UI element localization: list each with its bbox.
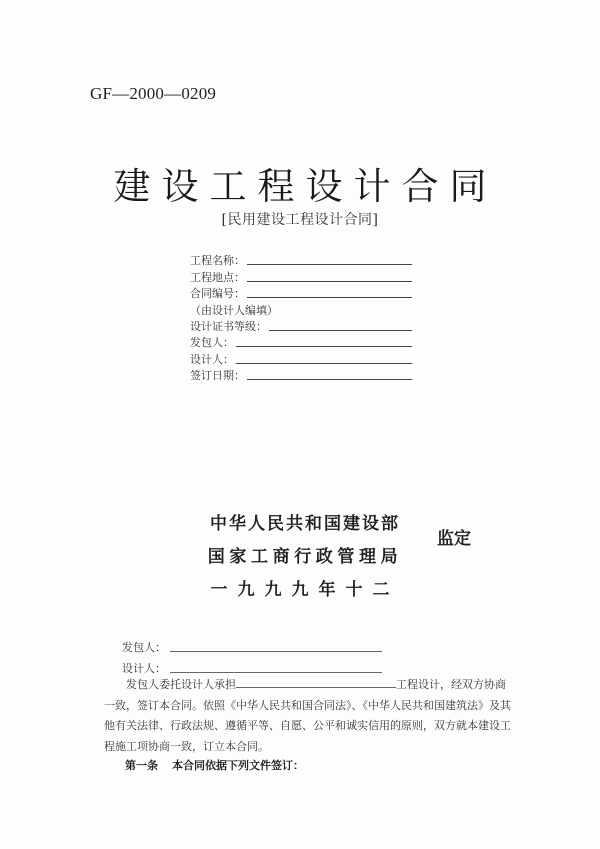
preamble-prefix: 发包人委托设计人承担 [126, 678, 236, 691]
project-location-blank[interactable] [247, 281, 412, 282]
field-label: 合同编号： [190, 287, 245, 301]
field-contract-number [190, 285, 412, 301]
project-name-blank[interactable] [247, 264, 412, 265]
field-label: 工程名称： [190, 254, 245, 268]
signatory-list [122, 634, 382, 676]
signatory-designer [122, 655, 382, 676]
article-title: 本合同依据下列文件签订： [172, 759, 304, 772]
article-number: 第一条 [125, 759, 158, 772]
document-title: 建设工程设计合同 [113, 165, 498, 208]
field-label: 设计人： [190, 352, 234, 366]
field-sign-date [190, 367, 412, 383]
field-project-location [190, 268, 412, 284]
field-note-text: （由设计人编填） [190, 303, 278, 317]
designer-signature-blank[interactable] [170, 672, 382, 673]
field-label: 发包人： [190, 336, 234, 350]
cover-field-list [190, 252, 412, 383]
field-label: 工程地点： [190, 270, 245, 284]
field-label: 签订日期： [190, 369, 245, 383]
field-label: 设计证书等级： [190, 319, 267, 333]
field-designer [190, 350, 412, 366]
contract-number-blank[interactable] [247, 297, 412, 298]
contract-preamble [104, 675, 514, 757]
signatory-label: 设计人： [122, 662, 166, 675]
employer-blank[interactable] [236, 346, 412, 347]
supervise-label: 监定 [437, 529, 471, 549]
field-project-name [190, 252, 412, 268]
document-subtitle: [民用建设工程设计合同] [221, 212, 379, 228]
field-certificate-grade [190, 318, 412, 334]
certificate-grade-blank[interactable] [269, 330, 412, 331]
field-employer [190, 334, 412, 350]
signatory-label: 发包人： [122, 641, 166, 654]
authority-saic: 国家工商行政管理局 [207, 547, 403, 567]
sign-date-blank[interactable] [247, 379, 412, 380]
document-code: GF—2000—0209 [90, 84, 217, 103]
field-note [190, 301, 412, 317]
designer-blank[interactable] [236, 363, 412, 364]
signatory-employer [122, 634, 382, 655]
authority-ministry: 中华人民共和国建设部 [210, 514, 400, 534]
preamble-rest: 工程设计，经双方协商一致，签订本合同。依照《中华人民共和国合同法》、《中华人民共和国建筑法》及其他有关法律、行政法规、遵循平等、自愿、公平和诚实信用的原则，双方就本建设工程施工项协商一致，订立本合同。 [104, 678, 511, 753]
preamble-paragraph [104, 675, 514, 757]
project-name-inline-blank[interactable] [236, 675, 396, 688]
article-one-heading [125, 757, 304, 773]
authority-date: 一九九九年十二 [210, 580, 400, 600]
issuing-authority [190, 508, 420, 607]
employer-signature-blank[interactable] [170, 651, 382, 652]
